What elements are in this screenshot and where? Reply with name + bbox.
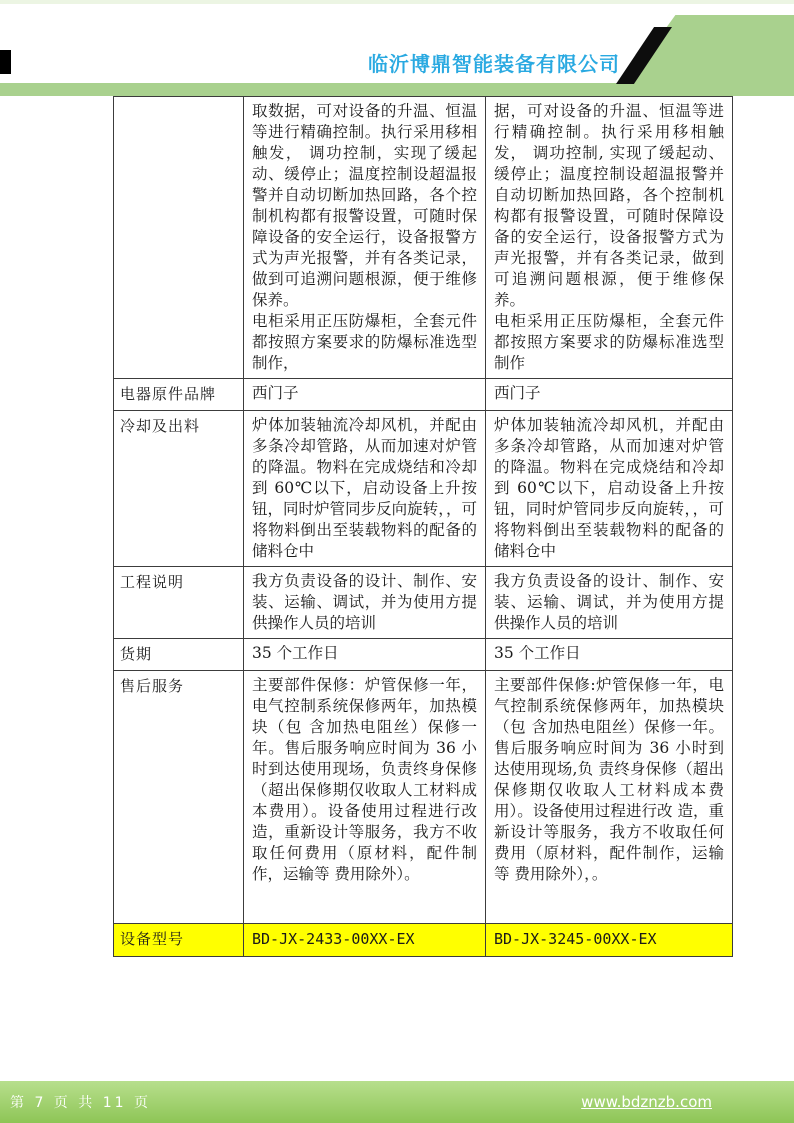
paragraph: 我方负责设备的设计、制作、安装、运输、调试，并为使用方提供操作人员的培训 — [494, 572, 724, 632]
table-row — [114, 411, 733, 567]
spec-cell-col2 — [486, 671, 733, 924]
website-link[interactable]: www.bdznzb.com — [581, 1093, 712, 1111]
company-name: 临沂博鼎智能装备有限公司 — [368, 52, 620, 76]
row-label-cell — [114, 97, 244, 379]
paragraph: 电柜采用正压防爆柜，全套元件都按照方案要求的防爆标准选型制作 — [494, 312, 724, 372]
spec-cell-col1 — [244, 639, 486, 671]
paragraph: 主要部件保修:炉管保修一年，电气控制系统保修两年，加热模块（包 含加热电阻丝）保修一年。售后服务响应时间为 36 小时到达使用现场,负 责终身保修（超出保修期仅收取人工材料成本费用）。设备使用过程进行改 造，重新设计等服务，我方不收取任何费用（原材料，配件制作，运输等 费用除外），。 — [494, 676, 724, 883]
model-number-col2 — [486, 924, 733, 957]
paragraph: 主要部件保修：炉管保修一年，电气控制系统保修两年，加热模块（包 含加热电阻丝）保修一年。售后服务响应时间为 36 小时到达使用现场，负责终身保修（超出保修期仅收取人工材料成本费用）。设备使用过程进行改 造，重新设计等服务，我方不收取任何费用（原材料，配件制作，运输等 费用除外）。 — [252, 676, 477, 883]
row-label-cell: 售后服务 — [114, 671, 244, 924]
page-number: 第 7 页 共 11 页 — [10, 1095, 151, 1111]
spec-cell-col1 — [244, 671, 486, 924]
paragraph: 西门子 — [494, 384, 541, 402]
row-label-cell: 设备型号 — [114, 924, 244, 957]
table-row — [114, 379, 733, 411]
paragraph: 炉体加装轴流冷却风机，并配由多条冷却管路，从而加速对炉管的降温。物料在完成烧结和冷却到 60℃以下，启动设备上升按钮，同时炉管同步反向旋转，，可将物料倒出至装载物料的配备的储料仓中 — [252, 416, 477, 560]
paragraph: 炉体加装轴流冷却风机，并配由多条冷却管路，从而加速对炉管的降温。物料在完成烧结和冷却到 60℃以下，启动设备上升按钮，同时炉管同步反向旋转，，可将物料倒出至装载物料的配备的储料仓中 — [494, 416, 724, 560]
spec-table — [113, 96, 733, 957]
paragraph: 电柜采用正压防爆柜，全套元件都按照方案要求的防爆标准选型制作， — [252, 312, 477, 372]
spec-cell-col2 — [486, 411, 733, 567]
page-top-strip — [0, 0, 794, 4]
paragraph: BD-JX-3245-00XX-EX — [494, 930, 657, 948]
table-row — [114, 567, 733, 639]
paragraph: 我方负责设备的设计、制作、安装、运输、调试，并为使用方提供操作人员的培训 — [252, 572, 477, 632]
table-row-model-number — [114, 924, 733, 957]
model-number-col1 — [244, 924, 486, 957]
paragraph: 西门子 — [252, 384, 299, 402]
row-label-cell: 冷却及出料 — [114, 411, 244, 567]
row-label-cell: 电器原件品牌 — [114, 379, 244, 411]
footer-bar — [0, 1081, 794, 1123]
paragraph: 取数据，可对设备的升温、恒温等进行精确控制。执行采用移相触发， 调功控制，实现了缓起动、缓停止；温度控制设超温报警并自动切断加热回路，各个控制机构都有报警设置，可随时保障设备的安全运行，设备报警方式为声光报警，并有各类记录，做到可追溯问题根源，便于维修保养。 — [252, 102, 477, 309]
spec-cell-col1 — [244, 97, 486, 379]
table-row — [114, 97, 733, 379]
paragraph: BD-JX-2433-00XX-EX — [252, 930, 415, 948]
table-row — [114, 671, 733, 924]
spec-cell-col2 — [486, 567, 733, 639]
spec-cell-col1 — [244, 411, 486, 567]
table-row — [114, 639, 733, 671]
paragraph: 35 个工作日 — [494, 644, 581, 662]
spec-cell-col2 — [486, 97, 733, 379]
paragraph: 35 个工作日 — [252, 644, 339, 662]
spec-cell-col2 — [486, 379, 733, 411]
spec-cell-col1 — [244, 567, 486, 639]
paragraph: 据，可对设备的升温、恒温等进行精确控制。执行采用移相触发， 调功控制, 实现了缓起动、缓停止；温度控制设超温报警并自动切断加热回路，各个控制机构都有报警设置，可随时保障设备的安全运行，设备报警方式为声光报警，并有各类记录，做到可追溯问题根源，便于维修保养。 — [494, 102, 724, 309]
row-label-cell: 工程说明 — [114, 567, 244, 639]
spec-cell-col2 — [486, 639, 733, 671]
spec-cell-col1 — [244, 379, 486, 411]
row-label-cell: 货期 — [114, 639, 244, 671]
left-black-accent-shape — [0, 50, 11, 74]
